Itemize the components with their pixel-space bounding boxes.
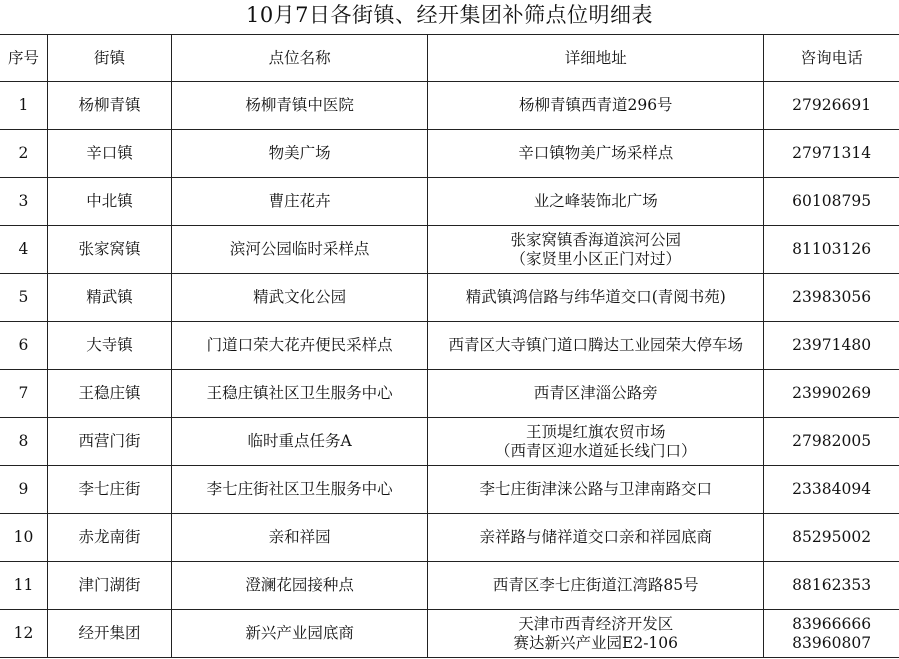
cell-phone-line-1: 83966666 — [792, 614, 872, 633]
cell-no — [0, 418, 47, 466]
cell-no — [0, 562, 47, 610]
cell-town-line-1: 杨柳青镇 — [78, 96, 141, 114]
cell-no-line-1: 5 — [18, 288, 29, 306]
cell-phone-line-2: 83960807 — [792, 633, 872, 652]
header-town: 街镇 — [47, 35, 171, 82]
cell-address — [428, 418, 764, 466]
cell-phone — [764, 274, 899, 322]
cell-site-line-1: 澄澜花园接种点 — [245, 576, 354, 594]
cell-no-line-1: 11 — [13, 576, 34, 594]
cell-address-line-2: （西青区迎水道延长线门口） — [495, 441, 697, 460]
cell-phone-line-1: 23990269 — [792, 384, 872, 402]
cell-site-line-1: 新兴产业园底商 — [245, 624, 354, 642]
table-header-row — [0, 35, 899, 82]
cell-town-line-1: 精武镇 — [86, 288, 133, 306]
header-site: 点位名称 — [172, 35, 428, 82]
cell-no — [0, 466, 47, 514]
cell-town-line-1: 津门湖街 — [78, 576, 141, 594]
cell-town — [47, 610, 171, 658]
cell-address — [428, 226, 764, 274]
table-row — [0, 610, 899, 658]
cell-site-line-1: 临时重点任务A — [247, 432, 352, 450]
table-row — [0, 178, 899, 226]
cell-site — [172, 514, 428, 562]
cell-no — [0, 178, 47, 226]
cell-site — [172, 130, 428, 178]
cell-address — [428, 178, 764, 226]
cell-address-line-2: 赛达新兴产业园E2-106 — [513, 633, 679, 652]
cell-town-line-1: 李七庄街 — [78, 480, 141, 498]
cell-phone — [764, 370, 899, 418]
cell-site — [172, 178, 428, 226]
cell-town — [47, 274, 171, 322]
cell-site-line-1: 物美广场 — [268, 144, 331, 162]
cell-no-line-1: 7 — [18, 384, 29, 402]
cell-site-line-1: 门道口荣大花卉便民采样点 — [206, 336, 393, 354]
cell-phone — [764, 514, 899, 562]
cell-phone — [764, 418, 899, 466]
cell-phone — [764, 82, 899, 130]
cell-address-line-1: 精武镇鸿信路与纬华道交口(青阅书苑) — [465, 288, 726, 306]
cell-town-line-1: 张家窝镇 — [78, 240, 141, 258]
header-address: 详细地址 — [428, 35, 764, 82]
cell-phone — [764, 562, 899, 610]
cell-no — [0, 82, 47, 130]
cell-site-line-1: 滨河公园临时采样点 — [229, 240, 370, 258]
cell-phone — [764, 610, 899, 658]
cell-no-line-1: 4 — [18, 240, 29, 258]
cell-address-line-1: 辛口镇物美广场采样点 — [518, 144, 674, 162]
sites-table — [0, 34, 899, 658]
cell-address-line-1: 天津市西青经济开发区 — [518, 614, 674, 633]
cell-town — [47, 130, 171, 178]
cell-phone-line-1: 27971314 — [792, 144, 872, 162]
cell-address — [428, 610, 764, 658]
cell-site — [172, 226, 428, 274]
table-row — [0, 370, 899, 418]
cell-no — [0, 322, 47, 370]
cell-town-line-1: 中北镇 — [86, 192, 133, 210]
cell-phone-line-1: 88162353 — [792, 576, 872, 594]
cell-phone-line-1: 60108795 — [792, 192, 872, 210]
cell-phone — [764, 130, 899, 178]
cell-address-line-1: 亲祥路与储祥道交口亲和祥园底商 — [479, 528, 713, 546]
cell-town — [47, 370, 171, 418]
cell-town — [47, 178, 171, 226]
cell-no — [0, 370, 47, 418]
cell-town — [47, 82, 171, 130]
cell-phone-line-1: 27926691 — [792, 96, 872, 114]
cell-phone-line-1: 23971480 — [792, 336, 872, 354]
cell-no-line-1: 2 — [18, 144, 29, 162]
cell-address — [428, 130, 764, 178]
cell-no-line-1: 10 — [13, 528, 34, 546]
cell-site — [172, 274, 428, 322]
table-row — [0, 514, 899, 562]
cell-site — [172, 562, 428, 610]
table-row — [0, 322, 899, 370]
cell-town — [47, 466, 171, 514]
cell-address-line-1: 业之峰装饰北广场 — [533, 192, 658, 210]
cell-address-line-1: 西青区李七庄街道江湾路85号 — [492, 576, 699, 594]
table-row — [0, 130, 899, 178]
cell-site — [172, 466, 428, 514]
cell-site-line-1: 亲和祥园 — [268, 528, 331, 546]
cell-address-line-1: 西青区大寺镇门道口腾达工业园荣大停车场 — [448, 336, 744, 354]
table-row — [0, 562, 899, 610]
cell-no-line-1: 9 — [18, 480, 29, 498]
cell-no-line-1: 8 — [18, 432, 29, 450]
cell-town-line-1: 辛口镇 — [86, 144, 133, 162]
table-row — [0, 82, 899, 130]
table-row — [0, 466, 899, 514]
table-row — [0, 226, 899, 274]
cell-town — [47, 562, 171, 610]
cell-address — [428, 322, 764, 370]
cell-town-line-1: 王稳庄镇 — [78, 384, 141, 402]
cell-no — [0, 274, 47, 322]
cell-address-line-1: 西青区津淄公路旁 — [533, 384, 658, 402]
cell-address-line-1: 王顶堤红旗农贸市场 — [526, 422, 666, 441]
cell-address — [428, 466, 764, 514]
cell-address-line-1: 李七庄街津涞公路与卫津南路交口 — [479, 480, 713, 498]
cell-site — [172, 322, 428, 370]
cell-site-line-1: 李七庄街社区卫生服务中心 — [206, 480, 393, 498]
cell-address-line-2: （家贤里小区正门对过） — [510, 249, 682, 268]
cell-phone-line-1: 27982005 — [792, 432, 872, 450]
cell-no — [0, 514, 47, 562]
header-phone: 咨询电话 — [764, 35, 899, 82]
cell-site-line-1: 曹庄花卉 — [268, 192, 331, 210]
cell-site — [172, 610, 428, 658]
cell-town — [47, 226, 171, 274]
cell-no — [0, 610, 47, 658]
cell-no-line-1: 3 — [18, 192, 29, 210]
cell-site — [172, 82, 428, 130]
cell-phone-line-1: 81103126 — [792, 240, 872, 258]
cell-no-line-1: 12 — [13, 624, 34, 642]
cell-town — [47, 514, 171, 562]
cell-address — [428, 82, 764, 130]
cell-town-line-1: 经开集团 — [78, 624, 141, 642]
cell-phone-line-1: 23983056 — [792, 288, 872, 306]
cell-site — [172, 418, 428, 466]
cell-phone-line-1: 85295002 — [792, 528, 872, 546]
cell-phone — [764, 322, 899, 370]
cell-address — [428, 274, 764, 322]
cell-phone — [764, 178, 899, 226]
cell-phone — [764, 226, 899, 274]
cell-address — [428, 562, 764, 610]
page-title: 10月7日各街镇、经开集团补筛点位明细表 — [245, 3, 654, 27]
cell-town — [47, 322, 171, 370]
cell-address — [428, 514, 764, 562]
cell-no-line-1: 6 — [18, 336, 29, 354]
cell-phone — [764, 466, 899, 514]
cell-town-line-1: 赤龙南街 — [78, 528, 141, 546]
table-body — [0, 82, 899, 658]
cell-address — [428, 370, 764, 418]
cell-phone-line-1: 23384094 — [792, 480, 872, 498]
cell-address-line-1: 杨柳青镇西青道296号 — [518, 96, 673, 114]
table-row — [0, 274, 899, 322]
header-no: 序号 — [0, 35, 47, 82]
cell-town-line-1: 大寺镇 — [86, 336, 133, 354]
cell-no — [0, 130, 47, 178]
cell-no-line-1: 1 — [18, 96, 29, 114]
cell-no — [0, 226, 47, 274]
cell-site-line-1: 杨柳青镇中医院 — [245, 96, 354, 114]
cell-address-line-1: 张家窝镇香海道滨河公园 — [510, 230, 682, 249]
cell-site-line-1: 王稳庄镇社区卫生服务中心 — [206, 384, 393, 402]
table-row — [0, 418, 899, 466]
cell-site-line-1: 精武文化公园 — [253, 288, 347, 306]
cell-site — [172, 370, 428, 418]
cell-town — [47, 418, 171, 466]
cell-town-line-1: 西营门街 — [78, 432, 141, 450]
